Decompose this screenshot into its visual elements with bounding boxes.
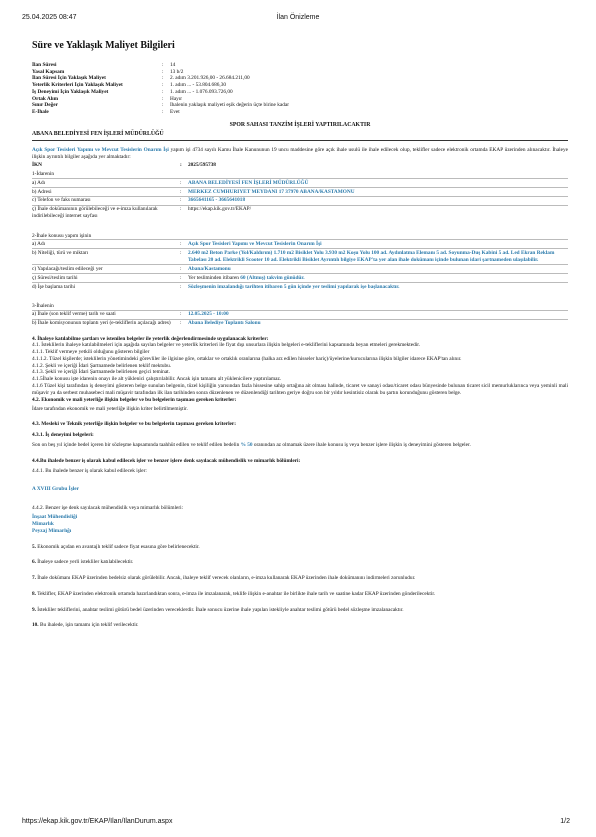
sec1-row-colon: : xyxy=(180,187,188,196)
value-text: Abana Belediye Toplantı Salonu xyxy=(188,320,261,327)
section-2-title: 2-İhale konusu yapım işinin xyxy=(32,232,92,239)
ikn-value: 2025/595738 xyxy=(188,161,216,168)
sec2-row-colon: : xyxy=(180,248,188,264)
item-number: 9. xyxy=(32,606,36,613)
divider xyxy=(32,140,568,141)
section-2-table xyxy=(32,239,568,291)
section-1-table xyxy=(32,178,568,221)
item-number: 8. xyxy=(32,590,36,597)
value-text: https://ekap.kik.gov.tr/EKAP/ xyxy=(188,206,252,213)
para-4-1: 4.1. İsteklilerin ihaleye katılabilmeleri için aşağıda sayılan belgeler ve yeterlik kriterleri ile fiyat dışı unsurlara ilişkin belgeleri e-tekliflerini kapsamında beyan etmeleri gerekmektedir. xyxy=(32,342,420,349)
value-text: Açık Spor Tesisleri Yapımı ve Mevcut Tesislerin Onarım İşi xyxy=(188,240,322,247)
sec1-row-value xyxy=(188,187,568,196)
value-highlight: 60 (Altmış) takvim günüdür. xyxy=(240,274,305,281)
value-plain: Yer tesliminden itibaren xyxy=(188,274,241,281)
sec2-row-key: ç) Süresi/teslim tarihi xyxy=(32,273,180,282)
item-text: Ekonomik açıdan en avantajlı teklif sadece fiyat esasına göre belirlenecektir. xyxy=(35,543,200,550)
summary-colon: : xyxy=(162,95,164,102)
numbered-items xyxy=(32,544,568,630)
summary-key: Yasal Kapsam xyxy=(32,68,65,75)
numbered-item xyxy=(32,622,568,629)
summary-value: 14 xyxy=(170,61,176,68)
item-text: Teklifler, EKAP üzerinden elektronik ortamda hazırlandıktan sonra, e-imza ile imzalanarak, teklife ilişkin e-anahtar ile birlikte ihale tarih ve saatine kadar EKAP üzerinden gönderilecektir. xyxy=(35,590,436,597)
value-text: Sözleşmenin imzalandığı tarihten itibaren 5 gün içinde yer teslimi yapılarak işe başlanacaktır. xyxy=(188,283,400,290)
para-4-4-2: 4.4.2. Benzer işe denk sayılacak mühendislik veya mimarlık bölümleri: xyxy=(32,504,184,511)
sec2-row-value xyxy=(188,248,568,264)
value-text: MERKEZ CUMHURIYET MEYDANI 17 37970 ABANA/KASTAMONU xyxy=(188,188,355,195)
summary-key: Ortak Alım xyxy=(32,95,59,102)
department-item: Peyzaj Mimarlığı xyxy=(32,527,72,534)
para-4-4-1: 4.4.1. Bu ihalede benzer iş olarak kabul edilecek işler: xyxy=(32,468,147,475)
announcement-content xyxy=(32,40,568,629)
ikn-row: İKN : 2025/595738 xyxy=(32,161,568,169)
summary-colon: : xyxy=(162,88,164,95)
item-number: 6. xyxy=(32,559,36,566)
sec3-row-colon: : xyxy=(180,319,188,328)
item-text: İhale dokümanı EKAP üzerinden bedelsiz olarak görülebilir. Ancak, ihaleye teklif verecek olanların, e-imza kullanarak EKAP üzerinden ihale dokümanını indirmeleri zorunludur. xyxy=(35,575,416,582)
sec3-row-key: b) İhale komisyonunun toplantı yeri (e-tekliflerin açılacağı adres) xyxy=(32,319,180,328)
numbered-item xyxy=(32,575,568,582)
summary-colon: : xyxy=(162,102,164,109)
value-text: 3665641165 - 3665641018 xyxy=(188,197,246,204)
sec2-row-key: b) Niteliği, türü ve miktarı xyxy=(32,248,180,264)
summary-key: Sınır Değer xyxy=(32,102,58,109)
item-number: 7. xyxy=(32,575,36,582)
summary-value: İhalenin yaklaşık maliyeti eşik değerin üçte birine kadar xyxy=(170,102,289,109)
numbered-item xyxy=(32,544,568,551)
para-4-2: İdare tarafından ekonomik ve mali yeterliğe ilişkin kriter belirtilmemiştir. xyxy=(32,406,188,413)
sec3-row-value xyxy=(188,310,568,319)
section-3-table xyxy=(32,310,568,328)
summary-table xyxy=(32,62,568,116)
summary-colon: : xyxy=(162,82,164,89)
value-text: Abana/Kastamonu xyxy=(188,265,231,272)
para-4-3-1: Son on beş yıl içinde bedel içeren bir sözleşme kapsamında taahhüt edilen ve teklif edilen bedelin % 50 oranından az olmamak üzere ihale konusu iş veya benzer işlere ilişkin iş deneyimini gösteren belgeler. xyxy=(32,442,471,449)
sec2-row-value xyxy=(188,282,568,291)
section-4-3-title: 4.3. Mesleki ve Teknik yeterliğe ilişkin belgeler ve bu belgelerin taşıması gereken kriterler: xyxy=(32,420,237,427)
administration-name: ABANA BELEDİYESİ FEN İŞLERİ MÜDÜRLÜĞÜ xyxy=(32,131,164,138)
summary-value: 2. adım 3.201.926,00 - 26.684.211,00 xyxy=(170,75,250,82)
para-4-1-3: 4.1.3. Şekli ve içeriği İdari Şartnamede belirlenen geçici teminat. xyxy=(32,369,170,376)
sec1-row-key: b) Adresi xyxy=(32,187,180,196)
numbered-item xyxy=(32,591,568,598)
ikn-label: İKN xyxy=(32,161,43,168)
intro-paragraph xyxy=(32,147,568,161)
department-item: İnşaat Mühendisliği xyxy=(32,514,78,521)
summary-key: İş Deneyimi İçin Yaklaşık Maliyet xyxy=(32,88,109,95)
sec1-row-value xyxy=(188,178,568,187)
para-4-1-1-2: 4.1.1.2. Tüzel kişilerde; isteklilerin yönetimindeki görevliler ile ilgisine göre, ortaklar ve ortaklık oranlarına (halka arz edilen hisseler hariç)/üyelerine/kurucularına ilişkin bilgiler idarece EKAP'tan alınır. xyxy=(32,355,462,362)
summary-colon: : xyxy=(162,68,164,75)
intro-work-name: Açık Spor Tesisleri Yapımı ve Mevcut Tesislerin Onarım İşi xyxy=(32,146,169,153)
sec2-row-value xyxy=(188,273,568,282)
sec2-row-value xyxy=(188,239,568,248)
sec1-row-value xyxy=(188,205,568,221)
summary-colon: : xyxy=(162,61,164,68)
summary-value: 1. adım ... - 53.804.686,30 xyxy=(170,82,227,89)
sec2-row-colon: : xyxy=(180,282,188,291)
sec3-row-colon: : xyxy=(180,310,188,319)
percentage-value: % 50 xyxy=(240,442,253,449)
summary-key: İlan Süresi xyxy=(32,61,57,68)
item-number: 10. xyxy=(32,622,39,629)
sec3-row-value xyxy=(188,319,568,328)
print-page-title: İlan Önizleme xyxy=(276,14,320,21)
item-text: İhaleye sadece yerli istekliler katılabilecektir. xyxy=(35,559,134,566)
similar-work-group: A XVIII Grubu İşler xyxy=(32,485,79,492)
summary-key: E-İhale xyxy=(32,109,49,116)
sec2-row-key: a) Adı xyxy=(32,239,180,248)
sec2-row-colon: : xyxy=(180,239,188,248)
para-4-1-1: 4.1.1. Teklif vermeye yetkili olduğunu gösteren bilgiler xyxy=(32,349,150,356)
sec2-row-colon: : xyxy=(180,264,188,273)
sec1-row-colon: : xyxy=(180,178,188,187)
item-text: İstekliler tekliflerini, anahtar teslimi götürü bedel üzerinden vereceklerdir. İhale sonucu üzerine ihale yapılan istekliyle anahtar teslimi götürü bedel sözleşme imzalanacaktır. xyxy=(35,606,404,613)
numbered-item xyxy=(32,607,568,614)
document-title: Süre ve Yaklaşık Maliyet Bilgileri xyxy=(32,40,175,51)
sec1-row-value xyxy=(188,196,568,205)
para-4-1-6: 4.1.6 Tüzel kişi tarafından iş deneyimi gösteren belge sunulan belgenin, tüzel kişiliğin yarısından fazla hissesine sahip ortağına ait olması halinde, ticaret ve sanayi odası/ticaret odası bünyesinde bulunan ticaret sicil memurluklarınca veya yeminli mali müşavir ya da serbest muhasebeci mali müşavir tarafından ilk ilan tarihinden sonra düzenlenen ve düzenlendiği tarihten geriye doğru son bir yıldır kesintisiz olarak bu şartın korunduğunu gösteren belge. xyxy=(32,382,568,396)
summary-value: Hayır xyxy=(170,95,183,102)
sec1-row-colon: : xyxy=(180,205,188,221)
print-url: https://ekap.kik.gov.tr/EKAP/Ilan/IlanDurum.aspx xyxy=(22,818,173,825)
para-4-1-5: 4.1.5İhale konusu işte idarenin onayı ile alt yüklenici çalıştırılabilir. Ancak işin tamamı alt yüklenicilere yaptırılamaz. xyxy=(32,376,282,383)
sec2-row-value xyxy=(188,264,568,273)
department-item: Mimarlık xyxy=(32,521,54,528)
sec2-row-key: c) Yapılacağı/teslim edileceği yer xyxy=(32,264,180,273)
summary-key: İlan Süresi İçin Yaklaşık Maliyet xyxy=(32,75,106,82)
sec1-row-key: a) Adı xyxy=(32,178,180,187)
section-4-2-title: 4.2. Ekonomik ve mali yeterliğe ilişkin belgeler ve bu belgelerin taşıması gereken kriterler: xyxy=(32,397,237,404)
summary-colon: : xyxy=(162,75,164,82)
summary-value: Evet xyxy=(170,109,180,116)
tender-title: SPOR SAHASI TANZİM İŞLERİ YAPTIRILACAKTIR xyxy=(229,121,371,128)
sec1-row-colon: : xyxy=(180,196,188,205)
summary-value: 13 b/2 xyxy=(170,68,184,75)
numbered-item xyxy=(32,559,568,566)
para-4-1-2: 4.1.2. Şekli ve içeriği İdari Şartnamede belirlenen teklif mektubu. xyxy=(32,362,172,369)
section-4-4-title: 4.4.Bu ihalede benzer iş olarak kabul edilecek işler ve benzer işlere denk sayılacak mühendislik ve mimarlık bölümleri: xyxy=(32,458,301,465)
department-list xyxy=(32,514,568,534)
print-datetime: 25.04.2025 08:47 xyxy=(22,14,77,21)
section-4-title: 4. İhaleye katılabilme şartları ve istenilen belgeler ile yeterlik değerlendirmesinde uygulanacak kriterler: xyxy=(32,335,269,342)
item-text: Bu ihalede, işin tamamı için teklif verilecektir. xyxy=(38,622,139,629)
sec1-row-key: ç) İhale dokümanının görülebileceği ve e-imza kullanılarak indirilebileceği internet sayfası xyxy=(32,205,180,221)
sec1-row-key: c) Telefon ve faks numarası xyxy=(32,196,180,205)
summary-value: 1. adım ... - 1.076.093.726,00 xyxy=(170,88,233,95)
value-text: ABANA BELEDİYESİ FEN İŞLERİ MÜDÜRLÜĞÜ xyxy=(188,179,309,186)
section-3-title: 3-İhalenin xyxy=(32,302,54,309)
value-text: 12.05.2025 - 10:00 xyxy=(188,311,229,318)
value-text: 2.640 m2 Beton Parke (Yol/Kaldırım) 1.710 m2 Bisiklet Yolu 3.930 m2 Koşu Yolu 100 ad. Aydınlatma Elemanı 5 ad. Soyunma-Duş Kabini 5 ad. Led Ekran Reklam Tabelası 20 ad. Elektrikli Scooter 10 ad. Elektrikli Bisiklet Ayrıntılı bilgiye EKAP'ta yer alan ihale dokümanı içinde bulunan idari şartnameden ulaşılabilir. xyxy=(188,249,555,263)
sec3-row-key: a) İhale (son teklif verme) tarih ve saati xyxy=(32,310,180,319)
summary-key: Yeterlik Kriterleri İçin Yaklaşık Maliyet xyxy=(32,82,123,89)
item-number: 5. xyxy=(32,543,36,550)
section-4-3-1-title: 4.3.1. İş deneyimi belgeleri: xyxy=(32,431,94,438)
print-page-number: 1/2 xyxy=(560,818,570,825)
section-1-title: 1-İdarenin xyxy=(32,171,55,178)
sec2-row-key: d) İşe başlama tarihi xyxy=(32,282,180,291)
summary-colon: : xyxy=(162,109,164,116)
intro-text: yapım işi 4734 sayılı Kamu İhale Kanununun 19 uncu maddesine göre açık ihale usulü ile ihale edilecek olup, teklifler sadece elektronik ortamda EKAP üzerinden alınacaktır. İhaleye ilişkin ayrıntılı bilgiler aşağıda yer almaktadır: xyxy=(32,146,568,160)
sec2-row-colon: : xyxy=(180,273,188,282)
